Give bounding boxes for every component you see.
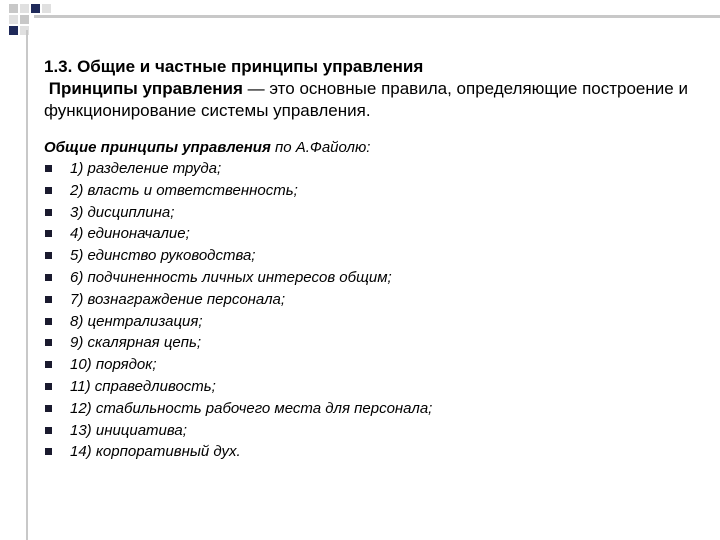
list-item: 10) порядок;: [44, 354, 664, 376]
definition-rest: — это основные правила, определяющие построение и функционирование системы управления.: [44, 79, 688, 120]
principles-heading: [44, 138, 664, 158]
decor-square: [31, 4, 40, 13]
list-item: 2) власть и ответственность;: [44, 180, 664, 202]
square-bullet-icon: [45, 361, 52, 368]
decor-square: [9, 26, 18, 35]
side-divider: [26, 30, 28, 540]
principles-heading-rest: по А.Файолю:: [270, 139, 371, 156]
decor-square: [42, 4, 51, 13]
square-bullet-icon: [45, 296, 52, 303]
principles-section: [44, 138, 664, 463]
decor-square: [20, 4, 29, 13]
list-item: 3) дисциплина;: [44, 202, 664, 224]
decor-square: [20, 15, 29, 24]
square-bullet-icon: [45, 427, 52, 434]
square-bullet-icon: [45, 187, 52, 194]
square-bullet-icon: [45, 318, 52, 325]
list-item: 13) инициатива;: [44, 420, 664, 442]
principles-list: [44, 158, 664, 463]
list-item: 9) скалярная цепь;: [44, 332, 664, 354]
slide-title: 1.3. Общие и частные принципы управления: [44, 57, 424, 76]
square-bullet-icon: [45, 230, 52, 237]
list-item: 4) единоначалие;: [44, 223, 664, 245]
list-item: 14) корпоративный дух.: [44, 441, 664, 463]
definition-text: [44, 78, 694, 122]
corner-decoration: [0, 0, 80, 40]
square-bullet-icon: [45, 209, 52, 216]
decor-square: [9, 15, 18, 24]
square-bullet-icon: [45, 405, 52, 412]
list-item: 5) единство руководства;: [44, 245, 664, 267]
square-bullet-icon: [45, 339, 52, 346]
square-bullet-icon: [45, 252, 52, 259]
definition-term: Принципы управления: [48, 79, 243, 98]
list-item: 12) стабильность рабочего места для персонала;: [44, 398, 664, 420]
list-item: 1) разделение труда;: [44, 158, 664, 180]
slide-header: [44, 56, 694, 122]
list-item: 6) подчиненность личных интересов общим;: [44, 267, 664, 289]
square-bullet-icon: [45, 274, 52, 281]
square-bullet-icon: [45, 448, 52, 455]
principles-heading-term: Общие принципы управления: [44, 139, 271, 156]
list-item: 11) справедливость;: [44, 376, 664, 398]
list-item: 8) централизация;: [44, 311, 664, 333]
decor-square: [9, 4, 18, 13]
square-bullet-icon: [45, 383, 52, 390]
square-bullet-icon: [45, 165, 52, 172]
top-divider: [34, 15, 720, 18]
list-item: 7) вознаграждение персонала;: [44, 289, 664, 311]
